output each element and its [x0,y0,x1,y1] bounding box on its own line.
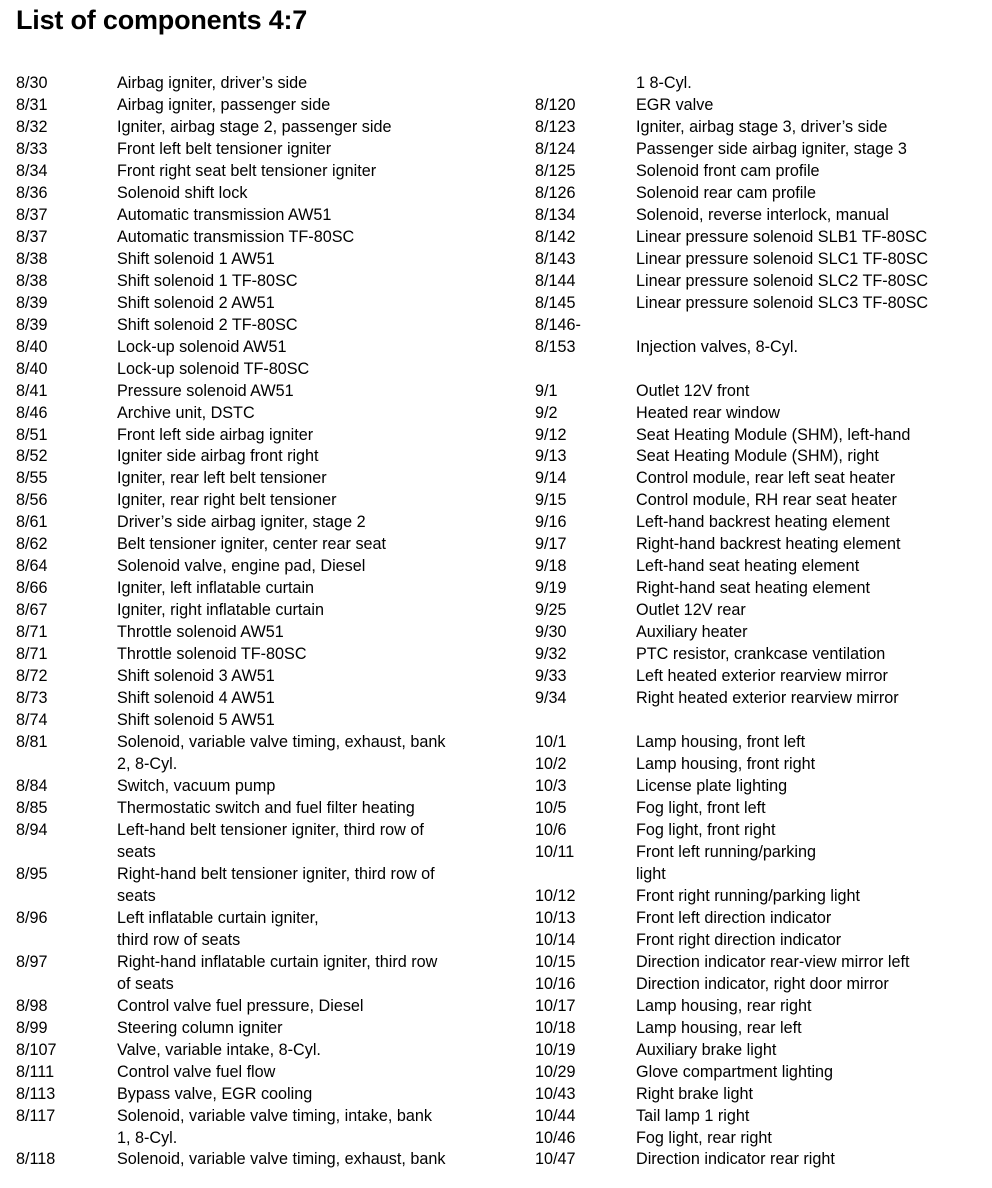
component-row [535,1062,975,1084]
component-description: Fog light, front right [636,820,776,839]
component-row [16,1106,486,1150]
component-description: Left heated exterior rearview mirror [636,667,888,686]
component-row [16,359,486,381]
component-row [16,205,486,227]
component-row [535,293,975,315]
component-code: 8/126 [535,183,576,202]
component-row [535,161,975,183]
component-description: Front left direction indicator [636,908,832,927]
component-description: Solenoid rear cam profile [636,183,816,202]
component-description: Belt tensioner igniter, center rear seat [117,535,387,554]
component-row [16,952,486,996]
component-code: 8/85 [16,798,48,817]
component-code: 8/94 [16,820,48,839]
component-code: 8/39 [16,315,48,334]
component-row [535,425,975,447]
component-row [16,644,486,666]
component-description: Left-hand belt tensioner igniter, third row of seats [117,820,424,861]
component-description: Right heated exterior rearview mirror [636,689,899,708]
component-code: 8/67 [16,601,48,620]
component-code: 10/47 [535,1150,576,1169]
component-description: Linear pressure solenoid SLB1 TF-80SC [636,227,928,246]
component-row [16,183,486,205]
component-description: Fog light, front left [636,798,766,817]
component-code: 8/32 [16,117,48,136]
component-code: 8/55 [16,469,48,488]
component-code: 8/124 [535,139,576,158]
component-row [535,710,975,732]
component-code: 10/17 [535,996,576,1015]
component-description: Shift solenoid 4 AW51 [117,689,275,708]
component-row [535,732,975,754]
component-description: Lock-up solenoid TF-80SC [117,359,310,378]
component-row [535,952,975,974]
component-description: Left-hand backrest heating element [636,513,890,532]
component-description: Tail lamp 1 right [636,1106,750,1125]
component-row [16,117,486,139]
component-description: Solenoid, variable valve timing, intake, bank 1, 8-Cyl. [117,1106,432,1147]
component-code: 10/16 [535,974,576,993]
component-description: Right-hand backrest heating element [636,535,901,554]
component-row [535,227,975,249]
component-row [535,271,975,293]
component-code: 10/19 [535,1040,576,1059]
component-code: 10/29 [535,1062,576,1081]
component-description: Passenger side airbag igniter, stage 3 [636,139,907,158]
component-description: PTC resistor, crankcase ventilation [636,645,886,664]
component-code: 10/5 [535,798,567,817]
component-code: 8/120 [535,95,576,114]
component-row [535,644,975,666]
component-row [535,512,975,534]
component-row [535,468,975,490]
component-row [535,403,975,425]
component-code [535,73,636,95]
component-description: Bypass valve, EGR cooling [117,1084,313,1103]
component-description [636,315,975,337]
component-code: 8/66 [16,579,48,598]
component-row [16,1018,486,1040]
component-row [16,798,486,820]
component-description: Igniter, left inflatable curtain [117,579,315,598]
component-row [535,139,975,161]
component-code: 8/56 [16,491,48,510]
component-code: 9/32 [535,645,567,664]
component-row [535,1018,975,1040]
component-description: Direction indicator rear-view mirror left [636,952,910,971]
component-code: 8/107 [16,1040,57,1059]
component-row [535,798,975,820]
component-row [16,578,486,600]
component-code: 8/96 [16,908,48,927]
component-row [16,468,486,490]
component-description [636,359,975,381]
component-description: Steering column igniter [117,1018,283,1037]
component-code: 8/145 [535,293,576,312]
component-description: Igniter, airbag stage 2, passenger side [117,117,392,136]
component-row [535,578,975,600]
component-row [16,271,486,293]
component-description: Solenoid shift lock [117,183,248,202]
component-code: 9/14 [535,469,567,488]
component-code: 8/30 [16,74,48,92]
component-code: 10/2 [535,755,567,774]
component-code: 8/51 [16,425,48,444]
component-description: Igniter side airbag front right [117,447,319,466]
component-code: 8/71 [16,645,48,664]
component-code: 8/134 [535,205,576,224]
component-row [16,95,486,117]
component-row [16,732,486,776]
component-row [16,1040,486,1062]
component-code: 8/61 [16,513,48,532]
component-description: Right-hand inflatable curtain igniter, third row of seats [117,952,438,993]
component-description: Lamp housing, rear right [636,996,812,1015]
component-code: 9/18 [535,557,567,576]
component-code: 8/142 [535,227,576,246]
component-row [535,908,975,930]
component-code: 8/117 [16,1106,56,1125]
component-code: 9/34 [535,689,567,708]
component-code: 9/17 [535,535,567,554]
component-row [535,490,975,512]
component-code: 8/36 [16,183,48,202]
component-row [16,337,486,359]
component-row [535,556,975,578]
component-description: Control module, RH rear seat heater [636,491,897,510]
component-description: Heated rear window [636,403,780,422]
component-row [535,930,975,952]
component-description: Direction indicator, right door mirror [636,974,889,993]
component-row [16,161,486,183]
component-description: Front right direction indicator [636,930,842,949]
component-description: Airbag igniter, driver’s side [117,74,308,92]
component-code: 8/37 [16,205,48,224]
component-description: Control valve fuel pressure, Diesel [117,996,364,1015]
component-code: 9/25 [535,601,567,620]
component-row [535,1040,975,1062]
component-row [535,315,975,337]
component-code: 8/31 [16,95,48,114]
component-description: Control valve fuel flow [117,1062,276,1081]
component-row [16,249,486,271]
component-description: Pressure solenoid AW51 [117,381,294,400]
component-code: 8/84 [16,777,48,795]
component-code: 9/19 [535,579,567,598]
component-code: 8/98 [16,996,48,1015]
component-row [16,403,486,425]
component-row [535,1106,975,1128]
component-row [535,446,975,468]
component-code: 9/30 [535,623,567,642]
component-code: 8/38 [16,249,48,268]
component-code: 8/146- [535,315,581,334]
component-code: 8/34 [16,161,48,180]
component-description: Outlet 12V front [636,381,750,400]
component-row [535,776,975,798]
component-code: 10/46 [535,1128,576,1147]
component-description: Automatic transmission TF-80SC [117,227,355,246]
component-code: 8/38 [16,271,48,290]
component-code: 8/97 [16,952,48,971]
component-code: 8/33 [16,139,48,158]
component-code: 8/99 [16,1018,48,1037]
component-row [16,1149,486,1171]
component-row [535,249,975,271]
component-description: Igniter, rear left belt tensioner [117,469,327,488]
component-row [16,556,486,578]
component-description: License plate lighting [636,777,788,795]
component-row [535,95,975,117]
component-description: Shift solenoid 2 AW51 [117,293,275,312]
component-row [16,776,486,798]
component-description: Switch, vacuum pump [117,777,276,795]
component-code: 8/81 [16,733,48,752]
component-row [535,974,975,996]
component-code: 9/16 [535,513,567,532]
component-code: 8/40 [16,359,48,378]
component-row [535,205,975,227]
component-code: 10/43 [535,1084,576,1103]
component-code: 10/12 [535,886,576,905]
component-code: 9/2 [535,403,558,422]
component-description: Thermostatic switch and fuel filter heating [117,798,415,817]
component-row [16,512,486,534]
component-description: Front left side airbag igniter [117,425,314,444]
component-code: 10/6 [535,820,567,839]
component-description: Seat Heating Module (SHM), right [636,447,879,466]
component-row [16,73,486,95]
component-row [16,315,486,337]
component-code: 8/95 [16,864,48,883]
component-description: Valve, variable intake, 8-Cyl. [117,1040,321,1059]
component-row [535,183,975,205]
component-code: 8/125 [535,161,576,180]
component-row [16,446,486,468]
component-code: 8/41 [16,381,48,400]
component-row [16,622,486,644]
component-code: 10/13 [535,908,576,927]
component-row [16,820,486,864]
component-description: Auxiliary brake light [636,1040,777,1059]
component-row [16,227,486,249]
component-code: 8/39 [16,293,48,312]
component-description [636,710,975,732]
right-component-column [535,73,975,1171]
component-description: Fog light, rear right [636,1128,772,1147]
component-description: Automatic transmission AW51 [117,205,332,224]
component-description: Front left belt tensioner igniter [117,139,332,158]
component-description: Seat Heating Module (SHM), left-hand [636,425,911,444]
component-description: Lamp housing, rear left [636,1018,802,1037]
component-code: 8/52 [16,447,48,466]
component-description: Lamp housing, front right [636,755,816,774]
component-description: Archive unit, DSTC [117,403,255,422]
component-code: 10/14 [535,930,576,949]
component-code: 10/3 [535,777,567,795]
component-row [16,688,486,710]
left-component-column [16,73,486,1171]
component-row [535,600,975,622]
component-description: Left-hand seat heating element [636,557,860,576]
component-row [535,996,975,1018]
component-description: Linear pressure solenoid SLC1 TF-80SC [636,249,929,268]
component-description: Shift solenoid 5 AW51 [117,711,275,730]
component-row [535,359,975,381]
component-code [535,359,636,381]
component-row [16,908,486,952]
component-description: Igniter, rear right belt tensioner [117,491,337,510]
component-code: 8/62 [16,535,48,554]
component-row [16,293,486,315]
component-description: Front right seat belt tensioner igniter [117,161,377,180]
component-description: Throttle solenoid TF-80SC [117,645,307,664]
component-description: Shift solenoid 1 TF-80SC [117,271,298,290]
component-code: 8/143 [535,249,576,268]
component-description: Auxiliary heater [636,623,748,642]
page-title: List of components 4:7 [16,5,308,35]
component-row [535,73,975,95]
component-code: 10/18 [535,1018,576,1037]
component-code: 8/113 [16,1084,56,1103]
component-row [535,842,975,886]
component-description: Airbag igniter, passenger side [117,95,331,114]
component-description: Solenoid, variable valve timing, exhaust, bank 2, 8-Cyl. [117,733,446,774]
component-description: Linear pressure solenoid SLC2 TF-80SC [636,271,929,290]
component-description: Direction indicator rear right [636,1150,835,1169]
component-row [535,886,975,908]
component-code: 8/72 [16,667,48,686]
component-row [535,337,975,359]
component-row [535,820,975,842]
component-code: 8/144 [535,271,576,290]
component-code: 9/13 [535,447,567,466]
component-code: 10/11 [535,842,575,861]
component-row [535,1128,975,1150]
component-description: Lock-up solenoid AW51 [117,337,287,356]
component-row [16,600,486,622]
component-description: Igniter, airbag stage 3, driver’s side [636,117,888,136]
component-row [535,688,975,710]
component-row [16,996,486,1018]
component-code: 8/64 [16,557,48,576]
component-description: Outlet 12V rear [636,601,746,620]
component-description: Solenoid valve, engine pad, Diesel [117,557,366,576]
component-code: 8/123 [535,117,576,136]
component-row [535,117,975,139]
component-description: Solenoid, reverse interlock, manual [636,205,889,224]
component-description: Igniter, right inflatable curtain [117,601,324,620]
component-description: Solenoid front cam profile [636,161,820,180]
component-row [535,1084,975,1106]
component-row [16,381,486,403]
component-description: Lamp housing, front left [636,733,806,752]
component-code: 8/46 [16,403,48,422]
component-code: 8/37 [16,227,48,246]
component-description: EGR valve [636,95,714,114]
component-code: 10/1 [535,733,567,752]
component-description: Left inflatable curtain igniter, third row of seats [117,908,319,949]
component-row [535,534,975,556]
component-description: Control module, rear left seat heater [636,469,896,488]
component-code: 8/73 [16,689,48,708]
component-row [535,622,975,644]
component-description: Right-hand seat heating element [636,579,870,598]
component-row [535,754,975,776]
component-description: Solenoid, variable valve timing, exhaust, bank [117,1150,446,1169]
component-code: 8/40 [16,337,48,356]
component-row [16,666,486,688]
component-description: Front right running/parking light [636,886,861,905]
component-row [16,490,486,512]
component-description: Throttle solenoid AW51 [117,623,284,642]
component-description: Right brake light [636,1084,753,1103]
component-row [535,666,975,688]
component-code: 8/71 [16,623,48,642]
component-description: Driver’s side airbag igniter, stage 2 [117,513,366,532]
component-description: Shift solenoid 2 TF-80SC [117,315,298,334]
component-description: 1 8-Cyl. [636,74,692,92]
component-row [16,139,486,161]
component-code: 9/33 [535,667,567,686]
component-description: Shift solenoid 3 AW51 [117,667,275,686]
component-description: Shift solenoid 1 AW51 [117,249,275,268]
component-row [16,710,486,732]
component-code: 8/153 [535,337,576,356]
component-code: 8/111 [16,1062,55,1081]
component-code: 10/44 [535,1106,576,1125]
component-code: 9/12 [535,425,567,444]
component-description: Glove compartment lighting [636,1062,834,1081]
component-code [535,710,636,732]
component-row [535,381,975,403]
component-row [16,1062,486,1084]
component-description: Linear pressure solenoid SLC3 TF-80SC [636,293,929,312]
component-code: 8/74 [16,711,48,730]
component-description: Front left running/parking light [636,842,816,883]
component-code: 8/118 [16,1150,56,1169]
component-row [16,1084,486,1106]
component-code: 9/1 [535,381,558,400]
component-code: 10/15 [535,952,576,971]
component-code: 9/15 [535,491,567,510]
component-description: Injection valves, 8-Cyl. [636,337,798,356]
component-row [16,534,486,556]
component-row [535,1149,975,1171]
component-row [16,864,486,908]
component-description: Right-hand belt tensioner igniter, third row of seats [117,864,435,905]
component-row [16,425,486,447]
